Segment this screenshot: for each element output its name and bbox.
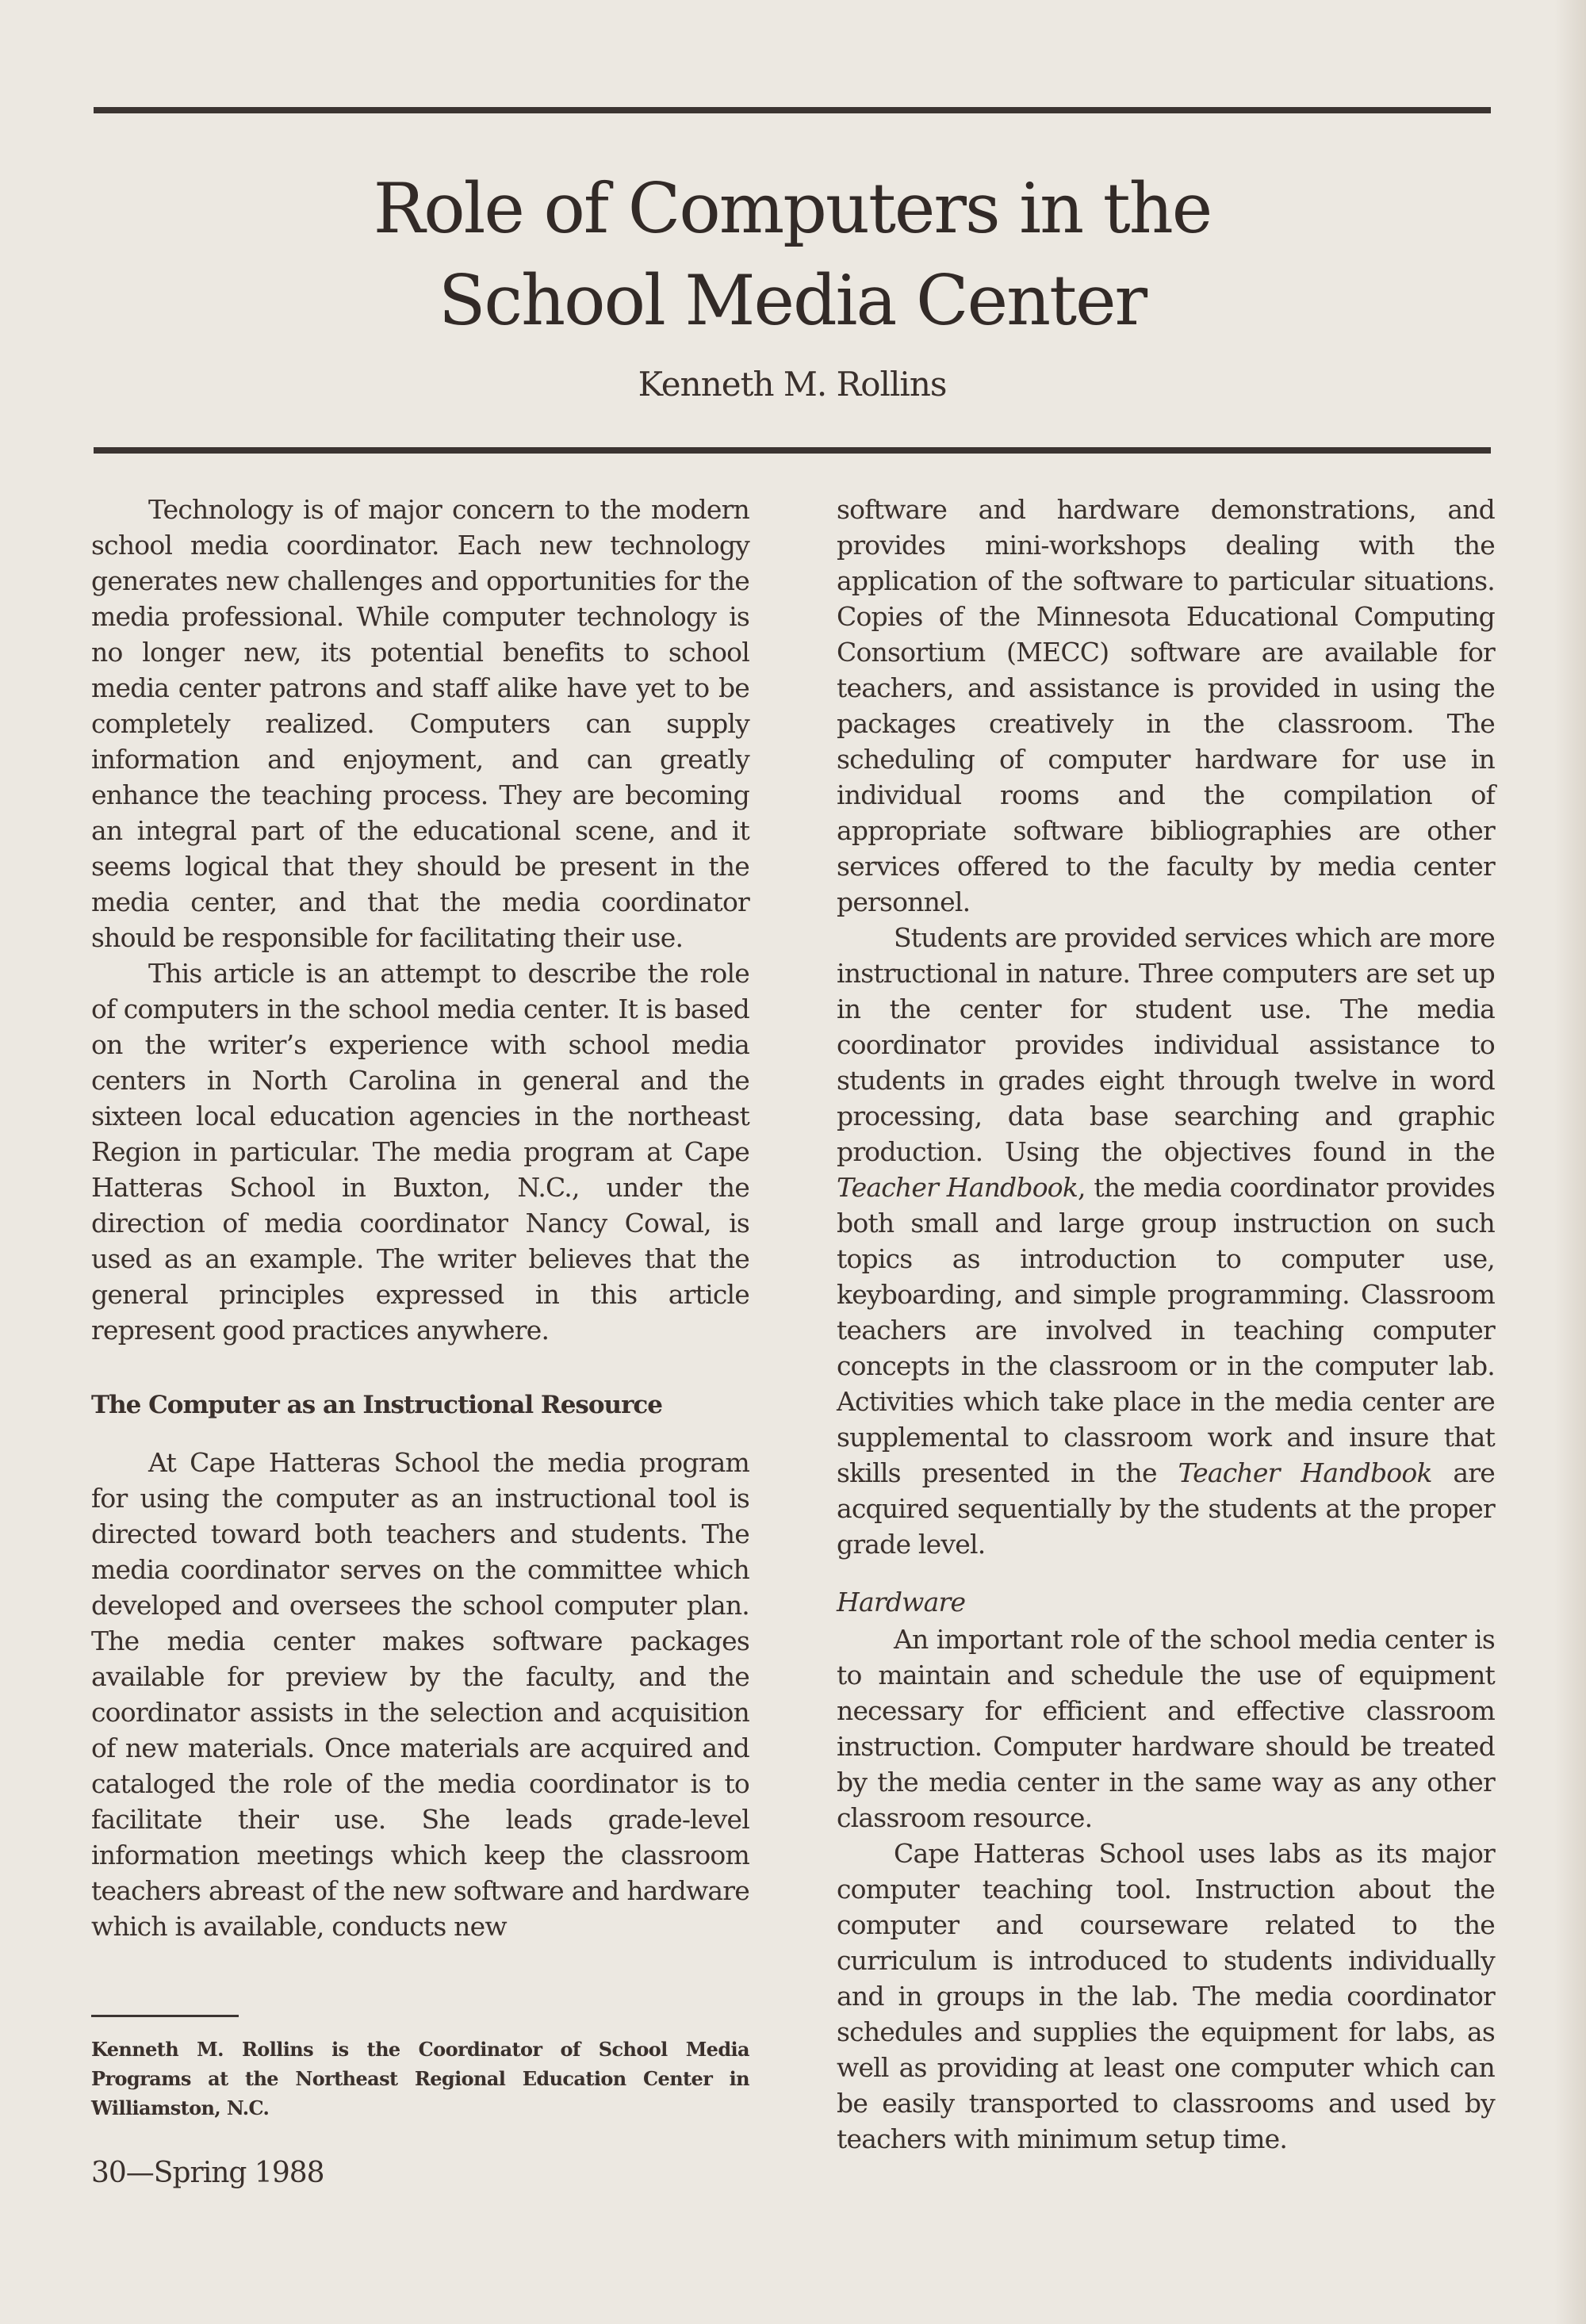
- right-column: [837, 492, 1495, 2157]
- paragraph-intro: Technology is of major concern to the modern school media coordinator. Each new technology generates new challenges and opportunities for the media professional. While computer technology is no longer new, its potential benefits to school media center patrons and staff alike have yet to be completely realized. Computers can supply information and enjoyment, and can greatly enhance the teaching process. They are becoming an integral part of the educational scene, and it seems logical that they should be present in the media center, and that the media coordinator should be responsible for facilitating their use.: [91, 494, 749, 953]
- paragraph-student-services: Students are provided services which are more instructional in nature. Three computers are set up in the center for student use. The media coordinator provides individual assistance to students in grades eight through twelve in word processing, data base searching and graphic production. Using the objectives found in the Teacher Handbook, the media coordinator provides both small and large group instruction on such topics as introduction to computer use, keyboarding, and simple programming. Classroom teachers are involved in teaching computer concepts in the classroom or in the computer lab. Activities which take place in the media center are supplemental to classroom work and insure that skills presented in the Teacher Handbook are acquired sequentially by the students at the proper grade level.: [837, 922, 1495, 1560]
- author-footnote: Kenneth M. Rollins is the Coordinator of School Media Programs at the Northeast Regional Education Center in Williamston, N.C.: [91, 2038, 749, 2119]
- title-line-1: Role of Computers in the: [373, 168, 1212, 249]
- section-heading-instructional-resource: The Computer as an Instructional Resource: [91, 1391, 663, 1419]
- left-column: [91, 492, 749, 1944]
- footnote-rule: [91, 2015, 239, 2017]
- page-folio: 30—Spring 1988: [91, 2157, 324, 2189]
- header-rule-top: [94, 107, 1491, 113]
- page-edge-shadow: [1554, 0, 1586, 2324]
- paragraph-purpose: This article is an attempt to describe the role of computers in the school media center. It is based on the writer’s experience with school media centers in North Carolina in general and the sixteen local education agencies in the northeast Region in particular. The media program at Cape Hatteras School in Buxton, N.C., under the direction of media coordinator Nancy Cowal, is used as an example. The writer believes that the general principles expressed in this article represent good practices anywhere.: [91, 958, 749, 1346]
- book-title-teacher-handbook: Teacher Handbook: [1178, 1457, 1432, 1488]
- author-byline: Kenneth M. Rollins: [638, 365, 947, 404]
- paragraph-continued-services: software and hardware demonstrations, and provides mini-workshops dealing with the application of the software to particular situations. Copies of the Minnesota Educational Computing Consortium (MECC) software are available for teachers, and assistance is provided in using the packages creatively in the classroom. The scheduling of computer hardware for use in individual rooms and the compilation of appropriate software bibliographies are other services offered to the faculty by media center personnel.: [837, 494, 1495, 917]
- title-line-2: School Media Center: [438, 260, 1147, 341]
- subheading-hardware: Hardware: [837, 1587, 966, 1618]
- book-title-teacher-handbook: Teacher Handbook: [837, 1172, 1078, 1203]
- header-rule-bottom: [94, 447, 1491, 454]
- article-title: [94, 163, 1491, 346]
- paragraph-hardware-role: An important role of the school media center is to maintain and schedule the use of equipment necessary for efficient and effective classroom instruction. Computer hardware should be treated by the media center in the same way as any other classroom resource.: [837, 1624, 1495, 1833]
- paragraph-cape-hatteras-program: At Cape Hatteras School the media program for using the computer as an instructional tool is directed toward both teachers and students. The media coordinator serves on the committee which developed and oversees the school computer plan. The media center makes software packages available for preview by the faculty, and the coordinator assists in the selection and acquisition of new materials. Once materials are acquired and cataloged the role of the media coordinator is to facilitate their use. She leads grade-level information meetings which keep the classroom teachers abreast of the new software and hardware which is available, conducts new: [91, 1447, 749, 1942]
- paragraph-labs: Cape Hatteras School uses labs as its major computer teaching tool. Instruction about the computer and courseware related to the curriculum is introduced to students individually and in groups in the lab. The media coordinator schedules and supplies the equipment for labs, as well as providing at least one computer which can be easily transported to classrooms and used by teachers with minimum setup time.: [837, 1838, 1495, 2154]
